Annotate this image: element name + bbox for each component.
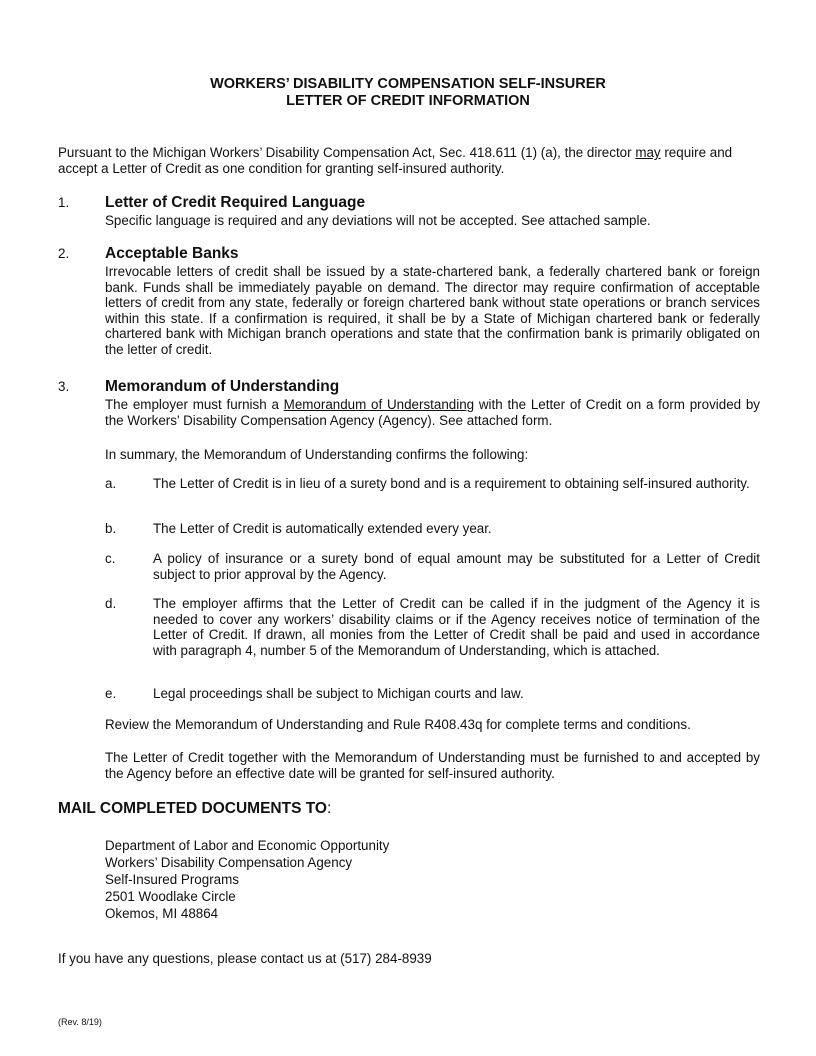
section-heading: Acceptable Banks [105, 245, 239, 262]
list-letter: d. [105, 596, 117, 611]
revision-note: (Rev. 8/19) [58, 1017, 102, 1027]
list-text: A policy of insurance or a surety bond of equal amount may be substituted for a Letter of Credit subject to prior approval by the Agency. [153, 551, 760, 582]
list-letter: c. [105, 551, 116, 566]
list-text: Legal proceedings shall be subject to Michigan courts and law. [153, 686, 524, 701]
address-line: 2501 Woodlake Circle [105, 889, 236, 904]
title-line-2: LETTER OF CREDIT INFORMATION [286, 93, 530, 109]
list-letter: a. [105, 476, 117, 491]
mailing-address [105, 837, 505, 922]
underlined-may: may [635, 145, 661, 160]
review-paragraph: Review the Memorandum of Understanding and Rule R408.43q for complete terms and conditions. [105, 717, 691, 732]
section-heading: Memorandum of Understanding [105, 378, 340, 395]
section-body: Irrevocable letters of credit shall be issued by a state-chartered bank, a federally chartered bank or foreign bank. Funds shall be immediately payable on demand. The director may require confirmation of acceptable letters of credit from any state, federally or foreign chartered bank without state operations or branch services within this state. If a confirmation is required, it shall be by a State of Michigan chartered bank or federally chartered bank with Michigan branch operations and state that the confirmation bank is primarily obligated on the letter of credit. [105, 264, 760, 357]
list-letter: e. [105, 686, 117, 701]
address-line: Department of Labor and Economic Opportunity [105, 838, 390, 853]
section-body: The employer must furnish a Memorandum of Understanding with the Letter of Credit on a form provided by the Workers’ Disability Compensation Agency (Agency). See attached form. [105, 397, 760, 428]
section-number: 2. [58, 246, 70, 261]
document-title [0, 76, 816, 110]
contact-line: If you have any questions, please contact us at (517) 284-8939 [58, 951, 432, 966]
summary-intro: In summary, the Memorandum of Understanding confirms the following: [105, 447, 529, 462]
together-paragraph: The Letter of Credit together with the Memorandum of Understanding must be furnished to and accepted by the Agency before an effective date will be granted for self-insured authority. [105, 750, 760, 781]
section-body: Specific language is required and any deviations will not be accepted. See attached sample. [105, 213, 651, 228]
address-line: Self-Insured Programs [105, 872, 239, 887]
list-text: The employer affirms that the Letter of Credit can be called if in the judgment of the Agency it is needed to cover any workers’ disability claims or if the Agency receives notice of termination of the Letter of Credit. If drawn, all monies from the Letter of Credit shall be paid and used in accordance with paragraph 4, number 5 of the Memorandum of Understanding, which is attached. [153, 596, 760, 658]
address-line: Okemos, MI 48864 [105, 906, 219, 921]
intro-paragraph: Pursuant to the Michigan Workers’ Disability Compensation Act, Sec. 418.611 (1) (a), the director may require and accept a Letter of Credit as one condition for granting self-insured authority. [58, 145, 733, 176]
address-line: Workers’ Disability Compensation Agency [105, 855, 353, 870]
list-letter: b. [105, 521, 117, 536]
underlined-memorandum: Memorandum of Understanding [283, 397, 475, 412]
list-text: The Letter of Credit is automatically extended every year. [153, 521, 492, 536]
section-number: 1. [58, 195, 70, 210]
section-heading: Letter of Credit Required Language [105, 194, 366, 211]
mail-heading: MAIL COMPLETED DOCUMENTS TO: [58, 800, 332, 817]
title-line-1: WORKERS’ DISABILITY COMPENSATION SELF-INSURER [210, 76, 606, 92]
section-number: 3. [58, 379, 70, 394]
list-text: The Letter of Credit is in lieu of a surety bond and is a requirement to obtaining self-insured authority. [153, 476, 750, 491]
